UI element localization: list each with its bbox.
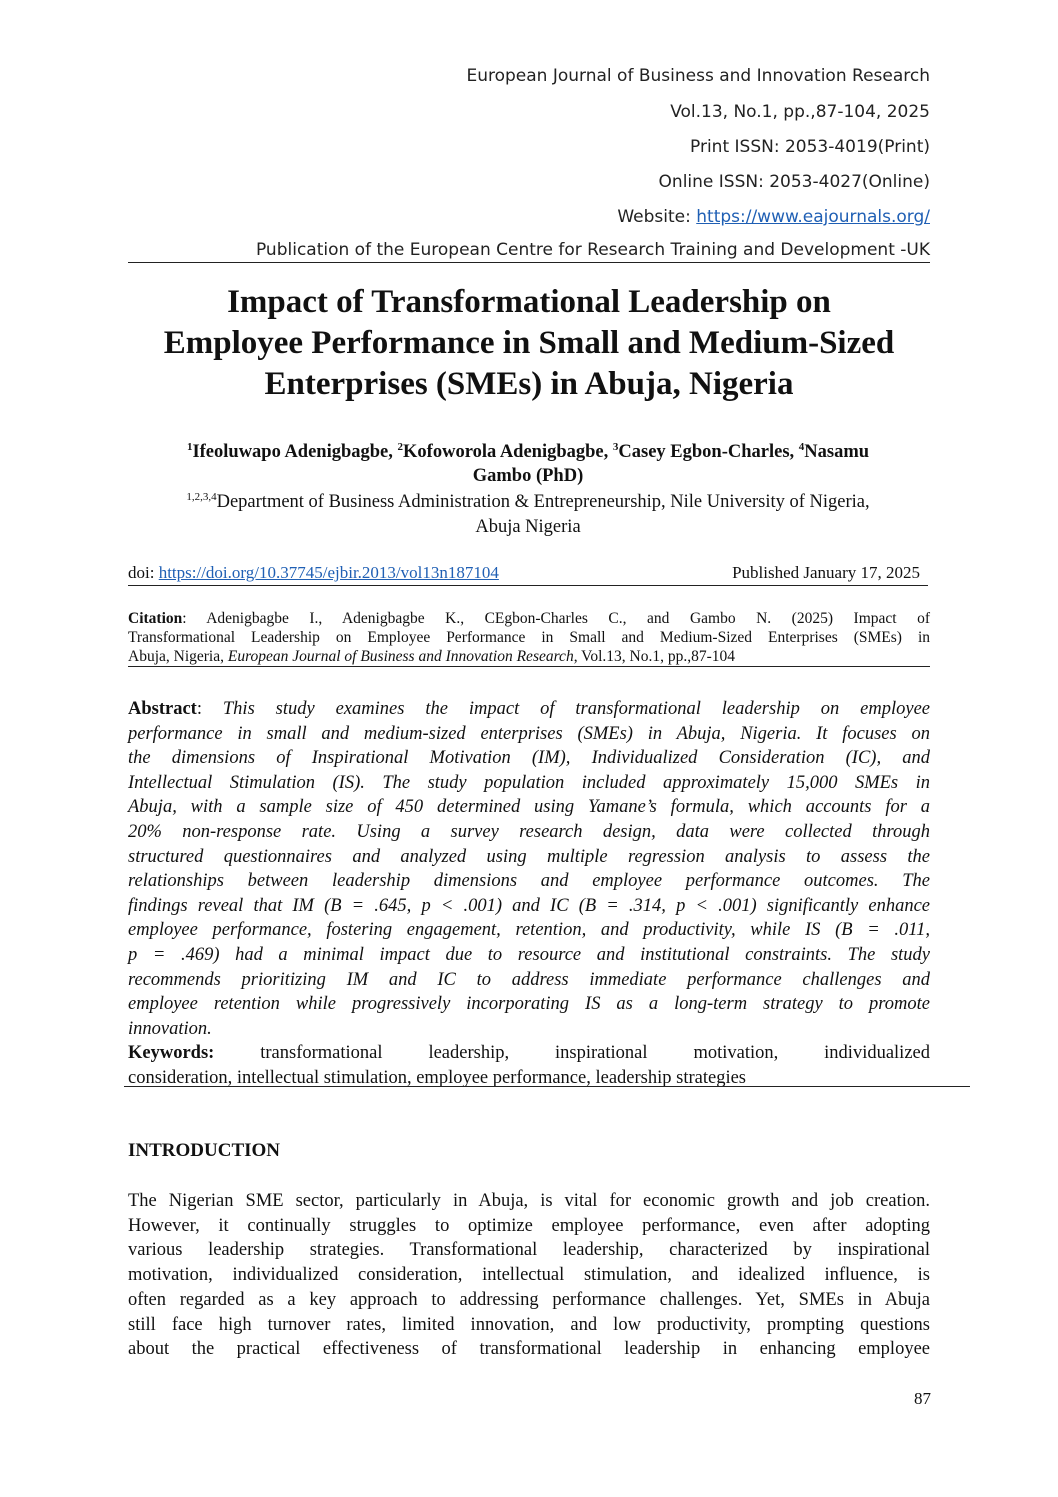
keywords-label: Keywords: [128, 1043, 215, 1064]
body-line: However, it continually struggles to optimize employee performance, even after adopting [128, 1215, 930, 1236]
body-line: about the practical effectiveness of transformational leadership in enhancing employee [128, 1339, 930, 1360]
doi-row [128, 563, 928, 586]
abstract-line: recommends prioritizing IM and IC to address immediate performance challenges and [128, 969, 930, 990]
abstract-line: Abuja, with a sample size of 450 determined using Yamane’s formula, which accounts for a [128, 797, 930, 818]
citation-block [128, 609, 930, 667]
abstract-line: findings reveal that IM (B = .645, p < .001) and IC (B = .314, p < .001) significantly enhance [128, 895, 930, 916]
body-line: still face high turnover rates, limited innovation, and low productivity, prompting questions [128, 1314, 930, 1335]
author-name: Kofoworola Adenigbagbe, [403, 442, 613, 462]
print-issn: Print ISSN: 2053-4019(Print) [690, 137, 930, 157]
affiliation-line: Abuja Nigeria [475, 517, 581, 537]
author-list [128, 440, 928, 488]
keywords-text: transformational leadership, inspirational motivation, individualized [214, 1043, 930, 1064]
body-line: The Nigerian SME sector, particularly in Abuja, is vital for economic growth and job creation. [128, 1191, 930, 1211]
volume-info: Vol.13, No.1, pp.,87-104, 2025 [670, 102, 930, 122]
website-link[interactable]: https://www.eajournals.org/ [696, 207, 930, 227]
author-sup: 2 [397, 441, 404, 453]
author-sup: 3 [612, 441, 619, 453]
doi-label: doi: [128, 563, 159, 582]
abstract-line: Intellectual Stimulation (IS). The study population included approximately 15,000 SMEs in [128, 772, 930, 793]
section-heading: INTRODUCTION [128, 1140, 281, 1161]
citation-label: Citation [128, 610, 183, 627]
page-number: 87 [914, 1389, 931, 1408]
abstract-line: 20% non-response rate. Using a survey research design, data were collected through [128, 821, 930, 842]
citation-text: , Vol.13, No.1, pp.,87-104 [573, 648, 736, 665]
abstract-line: performance in small and medium-sized enterprises (SMEs) in Abuja, Nigeria. It focuses on [128, 723, 930, 744]
introduction-body [128, 1189, 930, 1362]
citation-journal: European Journal of Business and Innovation Research [227, 648, 574, 665]
online-issn: Online ISSN: 2053-4027(Online) [658, 172, 930, 192]
article-title [100, 282, 958, 405]
abstract-line: employee retention while progressively incorporating IS as a long-term strategy to promote [128, 994, 930, 1015]
abstract-line: p = .469) had a minimal impact due to resource and institutional constraints. The study [128, 944, 930, 965]
author-sup: 4 [798, 441, 805, 453]
citation-text: Transformational Leadership on Employee Performance in Small and Medium-Sized Enterprises (SMEs) in [128, 629, 930, 646]
abstract-line: employee performance, fostering engagement, retention, and productivity, while IS (B = .011, [128, 920, 930, 941]
website-label: Website: [617, 207, 697, 227]
abstract-line: structured questionnaires and analyzed using multiple regression analysis to assess the [128, 846, 930, 867]
abstract-label: Abstract [128, 699, 197, 719]
author-name: Nasamu [804, 442, 870, 462]
citation-text: Abuja, Nigeria, [128, 648, 228, 665]
abstract-line: the dimensions of Inspirational Motivation (IM), Individualized Consideration (IC), and [128, 748, 930, 769]
body-line: motivation, individualized consideration, intellectual stimulation, and idealized influence, is [128, 1265, 930, 1286]
keywords-divider [124, 1086, 970, 1087]
affiliation-line: Department of Business Administration & Entrepreneurship, Nile University of Nigeria, [216, 492, 870, 512]
author-name: Ifeoluwapo Adenigbagbe, [192, 442, 398, 462]
website-line [617, 207, 930, 227]
author-name: Gambo (PhD) [472, 466, 584, 486]
title-line: Enterprises (SMEs) in Abuja, Nigeria [264, 366, 794, 402]
author-sup: 1 [186, 441, 193, 453]
publisher-line: Publication of the European Centre for Research Training and Development -UK [128, 240, 930, 263]
body-line: various leadership strategies. Transformational leadership, characterized by inspirational [128, 1240, 930, 1261]
abstract-line: This study examines the impact of transformational leadership on employee [222, 699, 930, 719]
abstract-line: innovation. [128, 1018, 212, 1039]
author-name: Casey Egbon-Charles, [618, 442, 799, 462]
journal-name: European Journal of Business and Innovation Research [466, 66, 930, 86]
title-line: Employee Performance in Small and Medium-Sized [163, 325, 895, 361]
doi-link[interactable]: https://doi.org/10.37745/ejbir.2013/vol13n187104 [158, 563, 499, 582]
published-date: Published January 17, 2025 [732, 563, 920, 582]
body-line: often regarded as a key approach to addressing performance challenges. Yet, SMEs in Abuja [128, 1289, 930, 1310]
title-line: Impact of Transformational Leadership on [227, 284, 831, 320]
abstract-line: relationships between leadership dimensions and employee performance outcomes. The [128, 871, 930, 892]
affiliation [128, 490, 928, 540]
keywords-text: consideration, intellectual stimulation, employee performance, leadership strategies [128, 1067, 746, 1088]
affiliation-sup: 1,2,3,4 [186, 491, 217, 503]
abstract-colon: : [196, 699, 223, 719]
citation-text: : Adenigbagbe I., Adenigbagbe K., CEgbon-Charles C., and Gambo N. (2025) Impact of [182, 610, 930, 627]
abstract-block [128, 697, 930, 1091]
